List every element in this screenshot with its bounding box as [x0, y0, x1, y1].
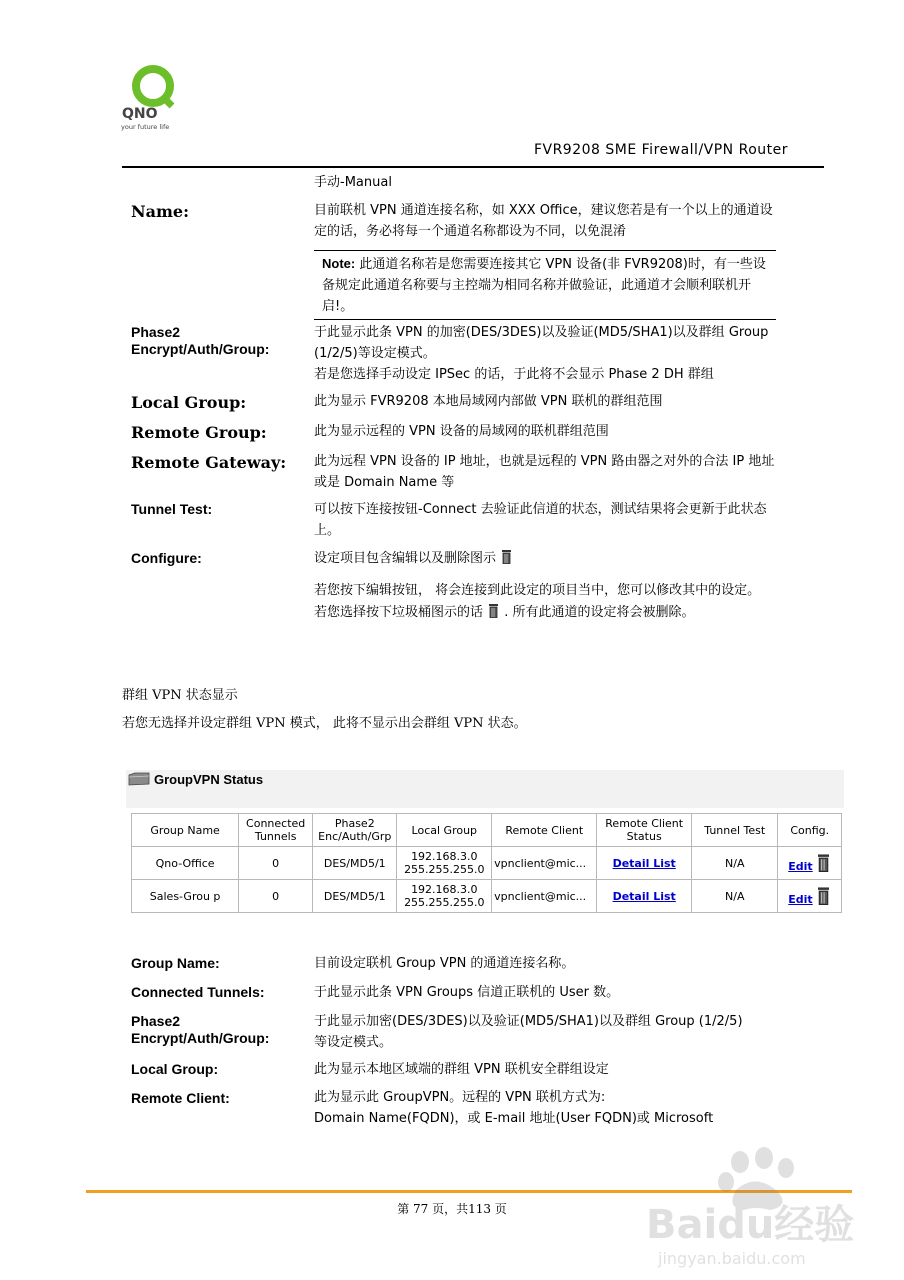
edit-link[interactable]: Edit	[788, 892, 813, 906]
note-text: 此通道名称若是您需要连接其它 VPN 设备(非 FVR9208)时，有一些设备规定此通道名称要与主控端为相同名称并做验证，此通道才会顺利联机开启!。	[322, 257, 766, 314]
remote-group-label: Remote Group:	[131, 423, 267, 442]
phase2-desc-1: 于此显示此条 VPN 的加密(DES/3DES)以及验证(MD5/SHA1)以及群组 Group (1/2/5)等设定模式。	[314, 325, 769, 361]
group-name-desc: 目前设定联机 Group VPN 的通道连接名称。	[314, 956, 575, 971]
phase2-label-bottom-line1: Phase2	[131, 1013, 181, 1029]
cell-tunnel-test: N/A	[692, 847, 778, 880]
phase2-label-line2: Encrypt/Auth/Group:	[131, 341, 270, 357]
table-row	[132, 880, 842, 913]
local-group-label: Local Group:	[131, 393, 247, 412]
remote-gateway-label: Remote Gateway:	[131, 453, 287, 472]
trash-icon	[489, 604, 498, 618]
cell-remote-client: vpnclient@mic...	[492, 880, 597, 913]
local-group-desc-bottom: 此为显示本地区域端的群组 VPN 联机安全群组设定	[314, 1062, 609, 1077]
phase2-label-bottom	[131, 1013, 269, 1047]
phase2-desc-2: 若是您选择手动设定 IPSec 的话，于此将不会显示 Phase 2 DH 群组	[314, 367, 714, 382]
col-header: Group Name	[132, 814, 239, 847]
phase2-desc	[314, 322, 776, 385]
trash-icon[interactable]	[818, 887, 829, 905]
cell-status	[597, 847, 692, 880]
note-label: Note:	[322, 256, 356, 271]
local-group-desc: 此为显示 FVR9208 本地局域网内部做 VPN 联机的群组范围	[314, 394, 663, 409]
configure-label: Configure:	[131, 550, 202, 566]
groupvpn-title: GroupVPN Status	[154, 772, 264, 787]
manual-text: 手动-Manual	[314, 175, 392, 190]
page-number: 第 77 页，共113 页	[397, 1202, 507, 1216]
header-divider	[122, 166, 824, 168]
detail-list-link[interactable]: Detail List	[612, 889, 676, 903]
remote-gateway-desc: 此为远程 VPN 设备的 IP 地址，也就是远程的 VPN 路由器之对外的合法 IP 地址或是 Domain Name 等	[314, 454, 775, 490]
cell-tunnels: 0	[239, 880, 313, 913]
svg-text:Baidu经验: Baidu经验	[646, 1202, 855, 1248]
col-header: Config.	[778, 814, 842, 847]
cell-phase2: DES/MD5/1	[313, 847, 397, 880]
connected-tunnels-desc: 于此显示此条 VPN Groups 信道正联机的 User 数。	[314, 985, 620, 1000]
table-header-row	[132, 814, 842, 847]
note-box	[314, 250, 776, 320]
qno-logo	[118, 62, 188, 132]
document-title: FVR9208 SME Firewall/VPN Router	[533, 142, 788, 158]
trash-icon[interactable]	[818, 854, 829, 872]
phase2-label-line1: Phase2	[131, 324, 181, 340]
col-header: Local Group	[397, 814, 492, 847]
col-header: Remote Client	[492, 814, 597, 847]
svg-text:your future life: your future life	[121, 123, 170, 131]
cell-group-name: Qno-Office	[132, 847, 239, 880]
remote-client-label: Remote Client:	[131, 1090, 230, 1106]
remote-client-desc-2: Domain Name(FQDN)，或 E-mail 地址(User FQDN)或 Microsoft	[314, 1111, 714, 1126]
col-header: Phase2 Enc/Auth/Grp	[313, 814, 397, 847]
cell-local-group: 192.168.3.0 255.255.255.0	[397, 880, 492, 913]
cell-config	[778, 847, 842, 880]
remote-group-desc: 此为显示远程的 VPN 设备的局域网的联机群组范围	[314, 424, 609, 439]
col-header: Tunnel Test	[692, 814, 778, 847]
tunnel-test-desc: 可以按下连接按钮-Connect 去验证此信道的状态，测试结果将会更新于此状态上。	[314, 502, 767, 538]
remote-client-desc	[314, 1087, 776, 1129]
section-heading: 群组 VPN 状态显示	[122, 688, 238, 703]
table-row	[132, 847, 842, 880]
remote-client-desc-1: 此为显示此 GroupVPN。远程的 VPN 联机方式为:	[314, 1090, 606, 1105]
phase2-desc-bottom: 于此显示加密(DES/3DES)以及验证(MD5/SHA1)以及群组 Group (1/2/5)等设定模式。	[314, 1014, 743, 1050]
col-header: Remote Client Status	[597, 814, 692, 847]
configure-desc-2a: 若您按下编辑按钮， 将会连接到此设定的项目当中，您可以修改其中的设定。 若您选择按下垃圾桶图示的话	[314, 583, 761, 620]
cell-phase2: DES/MD5/1	[313, 880, 397, 913]
configure-desc-2	[314, 580, 776, 624]
cell-local-group: 192.168.3.0 255.255.255.0	[397, 847, 492, 880]
name-label: Name:	[131, 202, 190, 221]
name-desc: 目前联机 VPN 通道连接名称，如 XXX Office，建议您若是有一个以上的通道设定的话，务必将每一个通道名称都设为不同，以免混淆	[314, 203, 773, 239]
svg-text:jingyan.baidu.com: jingyan.baidu.com	[658, 1249, 806, 1268]
baidu-watermark	[640, 1140, 890, 1270]
connected-tunnels-label: Connected Tunnels:	[131, 984, 265, 1000]
tunnel-test-label: Tunnel Test:	[131, 501, 213, 517]
configure-desc-1-text: 设定项目包含编辑以及删除图示	[314, 551, 497, 566]
phase2-label	[131, 324, 269, 358]
phase2-label-bottom-line2: Encrypt/Auth/Group:	[131, 1030, 270, 1046]
configure-desc-2b: . 所有此通道的设定将会被删除。	[504, 605, 695, 620]
detail-list-link[interactable]: Detail List	[612, 856, 676, 870]
group-name-label: Group Name:	[131, 955, 220, 971]
trash-icon	[502, 550, 511, 564]
groupvpn-table	[131, 813, 842, 913]
cell-tunnels: 0	[239, 847, 313, 880]
cell-tunnel-test: N/A	[692, 880, 778, 913]
configure-desc-1	[314, 548, 776, 569]
local-group-label-bottom: Local Group:	[131, 1061, 219, 1077]
col-header: Connected Tunnels	[239, 814, 313, 847]
section-subtext: 若您无选择并设定群组 VPN 模式， 此将不显示出会群组 VPN 状态。	[122, 716, 527, 731]
cell-remote-client: vpnclient@mic...	[492, 847, 597, 880]
cell-status	[597, 880, 692, 913]
cell-config	[778, 880, 842, 913]
svg-text:QNO: QNO	[122, 106, 158, 122]
edit-link[interactable]: Edit	[788, 859, 813, 873]
cell-group-name: Sales-Grou p	[132, 880, 239, 913]
